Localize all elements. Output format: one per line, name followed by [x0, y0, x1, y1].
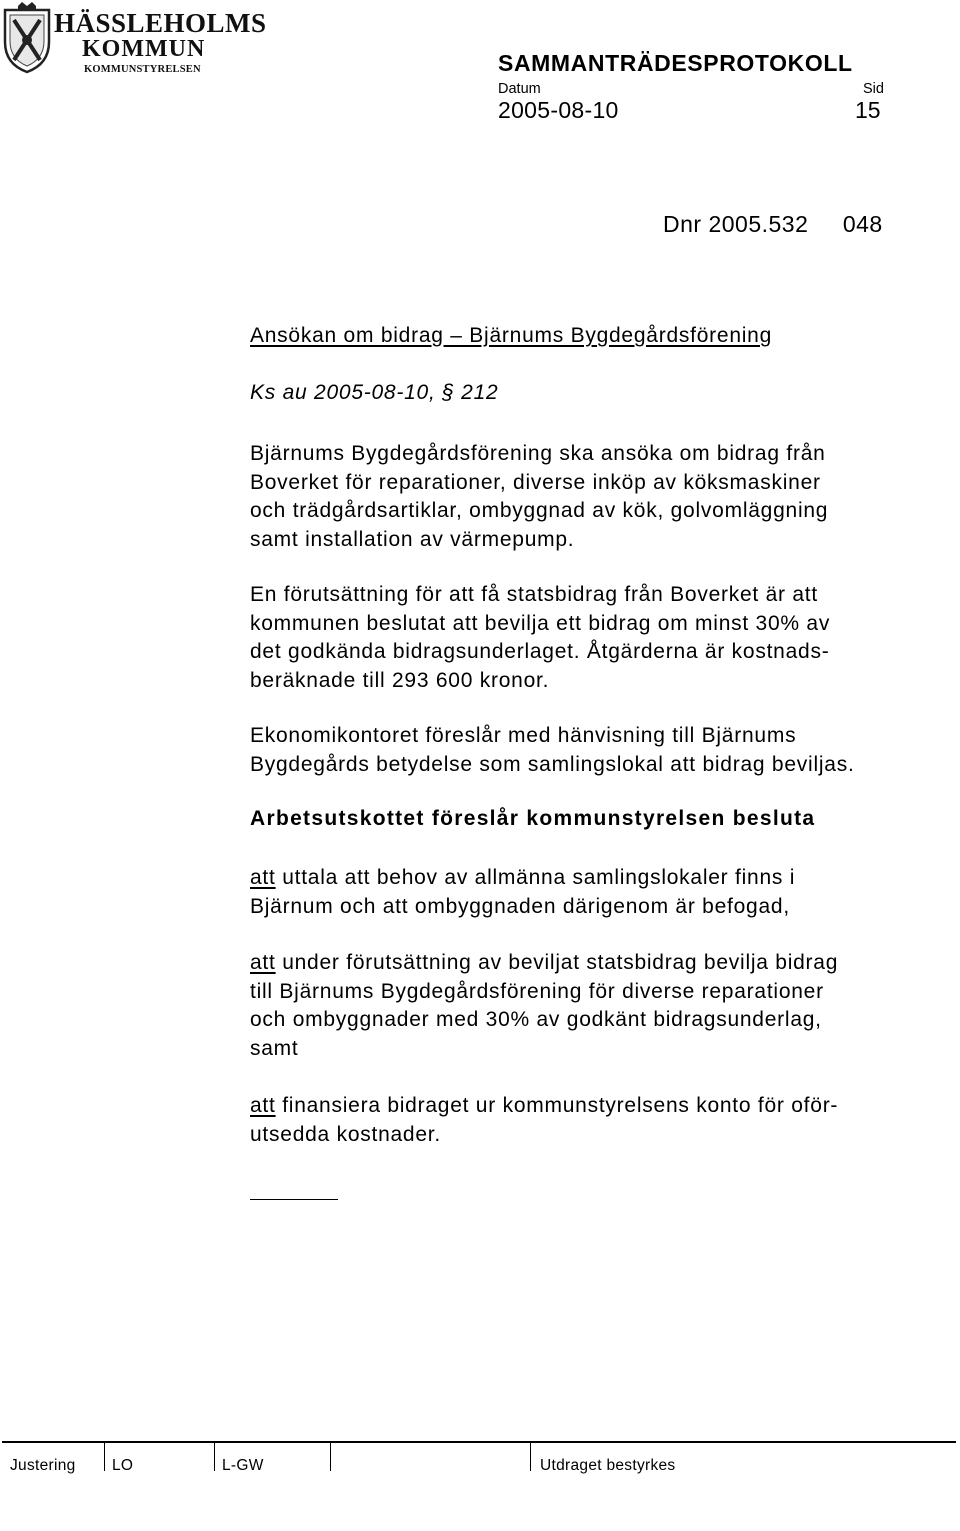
att-keyword: att: [250, 951, 276, 974]
footer-divider: [330, 1441, 331, 1471]
footer-justering-label: Justering: [10, 1457, 76, 1474]
footer-signature-2: L-GW: [222, 1457, 264, 1474]
ks-reference: Ks au 2005-08-10, § 212: [250, 381, 499, 404]
footer-rule: [2, 1441, 956, 1443]
decision-clause-2: [250, 949, 838, 1063]
footer-certified-label: Utdraget bestyrkes: [540, 1457, 676, 1474]
clause-text: under förutsättning av beviljat statsbidrag bevilja bidrag till Bjärnums Bygdegårdsförening för diverse reparationer och ombyggnader med 30% av godkänt bidragsunderlag, samt: [250, 951, 839, 1060]
decision-clause-1: [250, 864, 795, 921]
clause-text: uttala att behov av allmänna samlingslokaler finns i Bjärnum och att ombyggnaden därigenom är befogad,: [250, 866, 796, 918]
section-end-rule: [250, 1199, 338, 1200]
condition-paragraph: En förutsättning för att få statsbidrag från Boverket är att kommunen beslutat att bevilja ett bidrag om minst 30% av det godkända bidragsunderlaget. Åtgärderna är kostnads- beräknade till 293 600 kronor.: [250, 583, 831, 692]
logo-department: KOMMUNSTYRELSEN: [84, 64, 201, 75]
footer-divider: [214, 1441, 215, 1471]
logo-subtitle: KOMMUN: [82, 36, 206, 62]
footer-divider: [530, 1441, 531, 1471]
date-label: Datum: [498, 81, 541, 97]
footer-divider: [104, 1441, 105, 1471]
decision-clause-3: [250, 1092, 838, 1149]
page-number: 15: [855, 97, 881, 123]
att-keyword: att: [250, 866, 276, 889]
recommendation-paragraph: Ekonomikontoret föreslår med hänvisning till Bjärnums Bygdegårds betydelse som samlingslokal att bidrag beviljas.: [250, 724, 855, 776]
footer-signature-1: LO: [112, 1457, 134, 1474]
page-label: Sid: [863, 81, 884, 97]
diary-number: Dnr 2005.532 048: [663, 211, 883, 237]
meeting-date: 2005-08-10: [498, 97, 619, 123]
proposal-heading: Arbetsutskottet föreslår kommunstyrelsen besluta: [250, 807, 816, 830]
coat-of-arms-icon: [2, 2, 52, 74]
att-keyword: att: [250, 1094, 276, 1117]
document-type: SAMMANTRÄDESPROTOKOLL: [498, 50, 853, 76]
logo-title: HÄSSLEHOLMS: [54, 8, 267, 38]
municipality-logo: [2, 2, 267, 78]
clause-text: finansiera bidraget ur kommunstyrelsens konto för oför- utsedda kostnader.: [250, 1094, 839, 1146]
background-paragraph: Bjärnums Bygdegårdsförening ska ansöka om bidrag från Boverket för reparationer, diverse inköp av köksmaskiner och trädgårdsartiklar, ombyggnad av kök, golvomläggning samt installation av värmepump.: [250, 442, 829, 551]
case-heading: Ansökan om bidrag – Bjärnums Bygdegårdsförening: [250, 324, 773, 347]
